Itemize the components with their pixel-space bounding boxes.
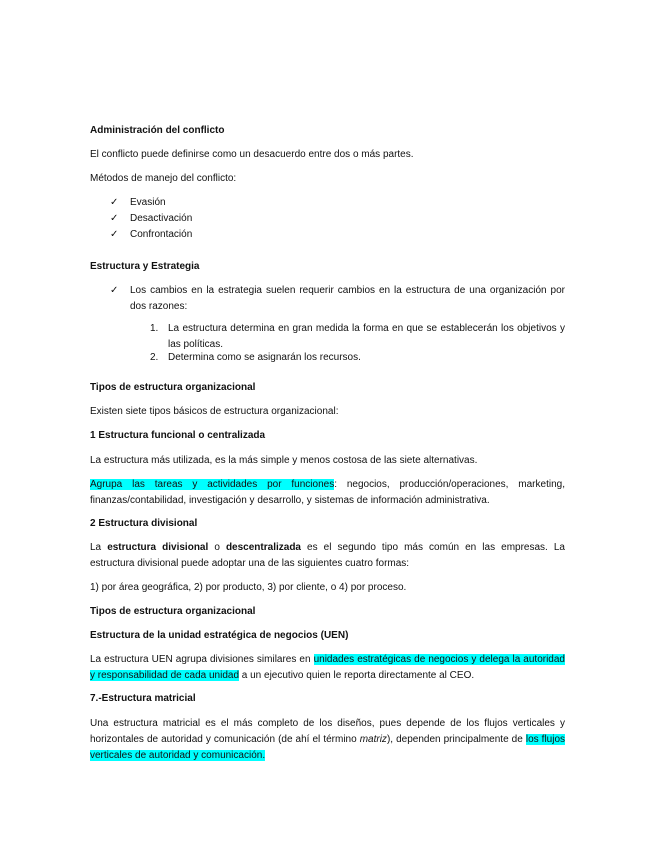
list-item-method: Evasión bbox=[130, 197, 166, 208]
checkmark-icon: ✓ bbox=[110, 213, 119, 224]
highlight: unidades estratégicas de negocios y delega la autoridad y responsabilidad de cada unidad bbox=[90, 654, 565, 681]
heading-uen: Estructura de la unidad estratégica de negocios (UEN) bbox=[90, 630, 349, 641]
paragraph-divisional-1: La estructura divisional o descentralizada es el segundo tipo más común en las empresas. La estructura divisional puede adoptar una de las siguientes cuatro formas: bbox=[90, 542, 565, 569]
paragraph-functional-1: La estructura más utilizada, es la más simple y menos costosa de las siete alternativas. bbox=[90, 455, 478, 466]
list-item-method: Desactivación bbox=[130, 213, 193, 224]
heading-types-2: Tipos de estructura organizacional bbox=[90, 606, 256, 617]
heading-structure-strategy: Estructura y Estrategia bbox=[90, 261, 200, 272]
highlight: Agrupa las tareas y actividades por funciones bbox=[90, 479, 335, 490]
paragraph-divisional-2: 1) por área geográfica, 2) por producto, 3) por cliente, o 4) por proceso. bbox=[90, 582, 407, 593]
paragraph-uen: La estructura UEN agrupa divisiones similares en unidades estratégicas de negocios y delega la autoridad y responsabilidad de cada unidad a un ejecutivo quien le reporta directamente al CEO. bbox=[90, 654, 565, 681]
heading-divisional: 2 Estructura divisional bbox=[90, 518, 198, 529]
paragraph-methods-intro: Métodos de manejo del conflicto: bbox=[90, 173, 237, 184]
checkmark-icon: ✓ bbox=[110, 197, 119, 208]
list-item-method: Confrontación bbox=[130, 229, 193, 240]
checkmark-icon: ✓ bbox=[110, 229, 119, 240]
list-item-reason: La estructura determina en gran medida la forma en que se establecerán los objetivos y las políticas. bbox=[168, 323, 565, 350]
paragraph-types-intro: Existen siete tipos básicos de estructura organizacional: bbox=[90, 406, 339, 417]
heading-conflict: Administración del conflicto bbox=[90, 125, 225, 136]
checkmark-icon: ✓ bbox=[110, 285, 119, 296]
heading-functional: 1 Estructura funcional o centralizada bbox=[90, 430, 266, 441]
list-item-strategy: Los cambios en la estrategia suelen requerir cambios en la estructura de una organización por dos razones: bbox=[130, 285, 565, 312]
heading-matrix: 7.-Estructura matricial bbox=[90, 693, 196, 704]
list-number: 2. bbox=[150, 352, 159, 363]
list-number: 1. bbox=[150, 323, 159, 334]
highlight: los flujos verticales de autoridad y comunicación. bbox=[90, 734, 566, 761]
list-item-reason: Determina como se asignarán los recursos. bbox=[168, 352, 361, 363]
paragraph-functional-2: Agrupa las tareas y actividades por funciones: negocios, producción/operaciones, marketing, finanzas/contabilidad, investigación y desarrollo, y sistemas de información administrativa. bbox=[90, 479, 565, 506]
heading-types: Tipos de estructura organizacional bbox=[90, 382, 256, 393]
paragraph-conflict-definition: El conflicto puede definirse como un desacuerdo entre dos o más partes. bbox=[90, 149, 414, 160]
paragraph-matrix: Una estructura matricial es el más completo de los diseños, pues depende de los flujos verticales y horizontales de autoridad y comunicación (de ahí el término matriz), dependen principalmente de los flujos verticales de autoridad y comunicación. bbox=[90, 718, 566, 761]
